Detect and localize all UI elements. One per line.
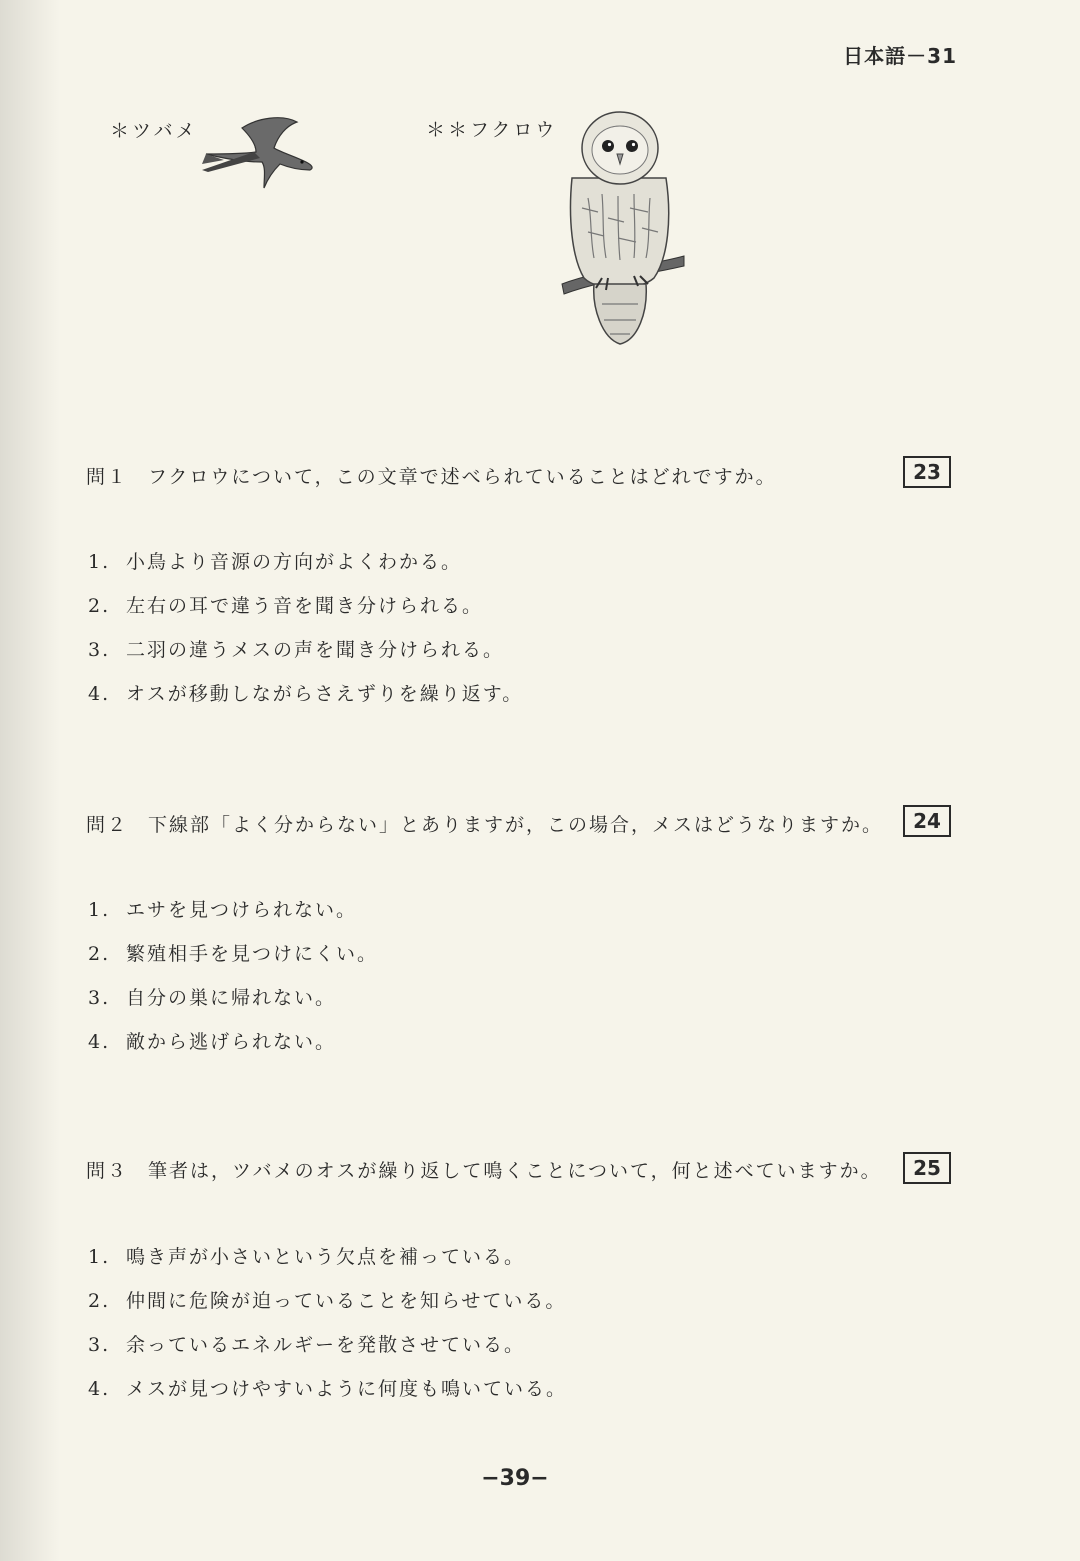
option-text: 余っているエネルギーを発散させている。	[126, 1334, 526, 1356]
option-item[interactable]	[88, 983, 378, 1027]
owl-caption: ＊＊フクロウ	[426, 119, 558, 141]
option-item[interactable]	[88, 591, 523, 635]
option-number: 4.	[88, 1378, 111, 1400]
question-3-title	[86, 1156, 882, 1183]
option-text: 敵から逃げられない。	[126, 1031, 337, 1053]
question-1-title	[86, 462, 777, 489]
question-2-title	[86, 810, 883, 837]
option-text: 繁殖相手を見つけにくい。	[126, 943, 379, 965]
option-item[interactable]	[88, 1286, 567, 1330]
option-number: 2.	[88, 943, 111, 965]
option-text: メスが見つけやすいように何度も鳴いている。	[126, 1378, 568, 1400]
option-item[interactable]	[88, 679, 523, 723]
option-number: 1.	[88, 551, 111, 573]
question-1-number: 問１	[86, 466, 129, 488]
option-number: 4.	[88, 683, 111, 705]
option-text: 自分の巣に帰れない。	[126, 987, 337, 1009]
option-number: 1.	[88, 1246, 111, 1268]
question-1-options	[88, 547, 523, 723]
option-text: 仲間に危険が迫っていることを知らせている。	[126, 1290, 567, 1312]
option-number: 2.	[88, 1290, 111, 1312]
question-3-options	[88, 1242, 567, 1418]
question-3-text: 筆者は，ツバメのオスが繰り返して鳴くことについて，何と述べていますか。	[148, 1160, 882, 1182]
option-item[interactable]	[88, 1330, 567, 1374]
owl-illustration	[558, 108, 688, 350]
option-number: 4.	[88, 1031, 111, 1053]
question-2-options	[88, 895, 378, 1071]
option-number: 3.	[88, 639, 111, 661]
swallow-caption: ＊ツバメ	[110, 120, 198, 142]
answer-box-25: 25	[903, 1152, 951, 1184]
option-item[interactable]	[88, 939, 378, 983]
option-text: 鳴き声が小さいという欠点を補っている。	[126, 1246, 526, 1268]
question-3-number: 問３	[86, 1160, 129, 1182]
option-item[interactable]	[88, 1242, 567, 1286]
option-text: オスが移動しながらさえずりを繰り返す。	[126, 683, 524, 705]
option-item[interactable]	[88, 547, 523, 591]
option-text: 二羽の違うメスの声を聞き分けられる。	[126, 639, 505, 661]
option-text: 小鳥より音源の方向がよくわかる。	[126, 551, 463, 573]
answer-box-24: 24	[903, 805, 951, 837]
option-number: 1.	[88, 899, 111, 921]
option-number: 3.	[88, 987, 111, 1009]
swallow-illustration	[202, 110, 322, 192]
option-item[interactable]	[88, 635, 523, 679]
option-item[interactable]	[88, 1027, 378, 1071]
answer-box-23: 23	[903, 456, 951, 488]
option-text: 左右の耳で違う音を聞き分けられる。	[126, 595, 484, 617]
option-number: 2.	[88, 595, 111, 617]
question-2-number: 問２	[86, 814, 129, 836]
option-text: エサを見つけられない。	[126, 899, 358, 921]
option-item[interactable]	[88, 1374, 567, 1418]
page-number: −39−	[481, 1466, 549, 1491]
page-header-label: 日本語－31	[843, 44, 957, 68]
option-number: 3.	[88, 1334, 111, 1356]
option-item[interactable]	[88, 895, 378, 939]
question-1-text: フクロウについて，この文章で述べられていることはどれですか。	[148, 466, 777, 488]
page-edge-shadow	[0, 0, 60, 1561]
question-2-text: 下線部「よく分からない」とありますが，この場合，メスはどうなりますか。	[148, 814, 884, 836]
